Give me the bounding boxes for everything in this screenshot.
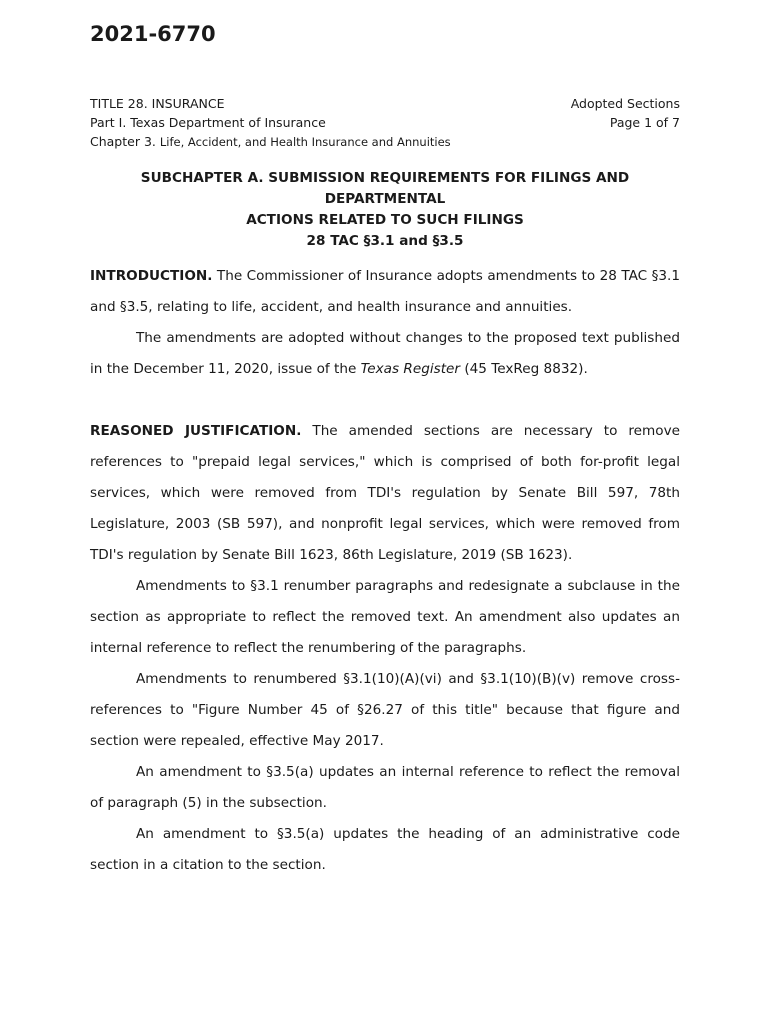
intro-p2-text: The amendments are adopted without changes to the proposed text published in the December 11, 2020, issue of the xyxy=(90,330,680,377)
part-line: Part I. Texas Department of Insurance xyxy=(90,115,326,130)
justification-paragraph-3: Amendments to renumbered §3.1(10)(A)(vi) and §3.1(10)(B)(v) remove cross-references to "Figure Number 45 of §26.27 of this title" because that figure and section were repealed, effective May 2017. xyxy=(90,671,680,749)
subchapter-line-1: SUBCHAPTER A. SUBMISSION REQUIREMENTS FOR FILINGS AND DEPARTMENTAL xyxy=(140,170,630,207)
document-id: 2021-6770 xyxy=(90,22,216,46)
header-left xyxy=(90,94,451,152)
introduction-heading: INTRODUCTION. xyxy=(90,268,213,284)
justification-text: The amended sections are necessary to remove references to "prepaid legal services," which is comprised of both for-profit legal services, which were removed from TDI's regulation by Senate Bill 597, 78th Legislature, 2003 (SB 597), and nonprofit legal services, which were removed from TDI's regulation by Senate Bill 1623, 86th Legislature, 2019 (SB 1623). xyxy=(90,423,680,563)
justification-paragraph-4: An amendment to §3.5(a) updates an internal reference to reflect the removal of paragraph (5) in the subsection. xyxy=(90,764,680,811)
justification-paragraph-2: Amendments to §3.1 renumber paragraphs and redesignate a subclause in the section as appropriate to reflect the removed text. An amendment also updates an internal reference to reflect the renumbering of the paragraphs. xyxy=(90,578,680,656)
justification-paragraph-5: An amendment to §3.5(a) updates the heading of an administrative code section in a citation to the section. xyxy=(90,826,680,873)
justification-paragraph xyxy=(90,416,680,571)
chapter-prefix: Chapter 3. xyxy=(90,134,156,149)
subchapter-heading xyxy=(90,168,680,252)
introduction-text: The Commissioner of Insurance adopts amendments to 28 TAC §3.1 and §3.5, relating to life, accident, and health insurance and annuities. xyxy=(90,268,680,315)
page-number: Page 1 of 7 xyxy=(609,115,680,130)
introduction-section xyxy=(90,261,680,385)
introduction-paragraph xyxy=(90,261,680,323)
texas-register-title: Texas Register xyxy=(360,361,460,377)
title-line: TITLE 28. INSURANCE xyxy=(90,96,225,111)
intro-p2-citation: (45 TexReg 8832). xyxy=(460,361,588,377)
section-type: Adopted Sections xyxy=(570,96,680,111)
justification-heading: REASONED JUSTIFICATION. xyxy=(90,423,302,439)
chapter-name: Life, Accident, and Health Insurance and Annuities xyxy=(159,135,451,149)
chapter-line xyxy=(90,132,451,152)
header-right xyxy=(571,94,680,132)
subchapter-line-2: ACTIONS RELATED TO SUCH FILINGS xyxy=(246,212,524,228)
subchapter-line-3: 28 TAC §3.1 and §3.5 xyxy=(306,233,464,249)
introduction-paragraph-2 xyxy=(90,323,680,385)
justification-section xyxy=(90,416,680,881)
